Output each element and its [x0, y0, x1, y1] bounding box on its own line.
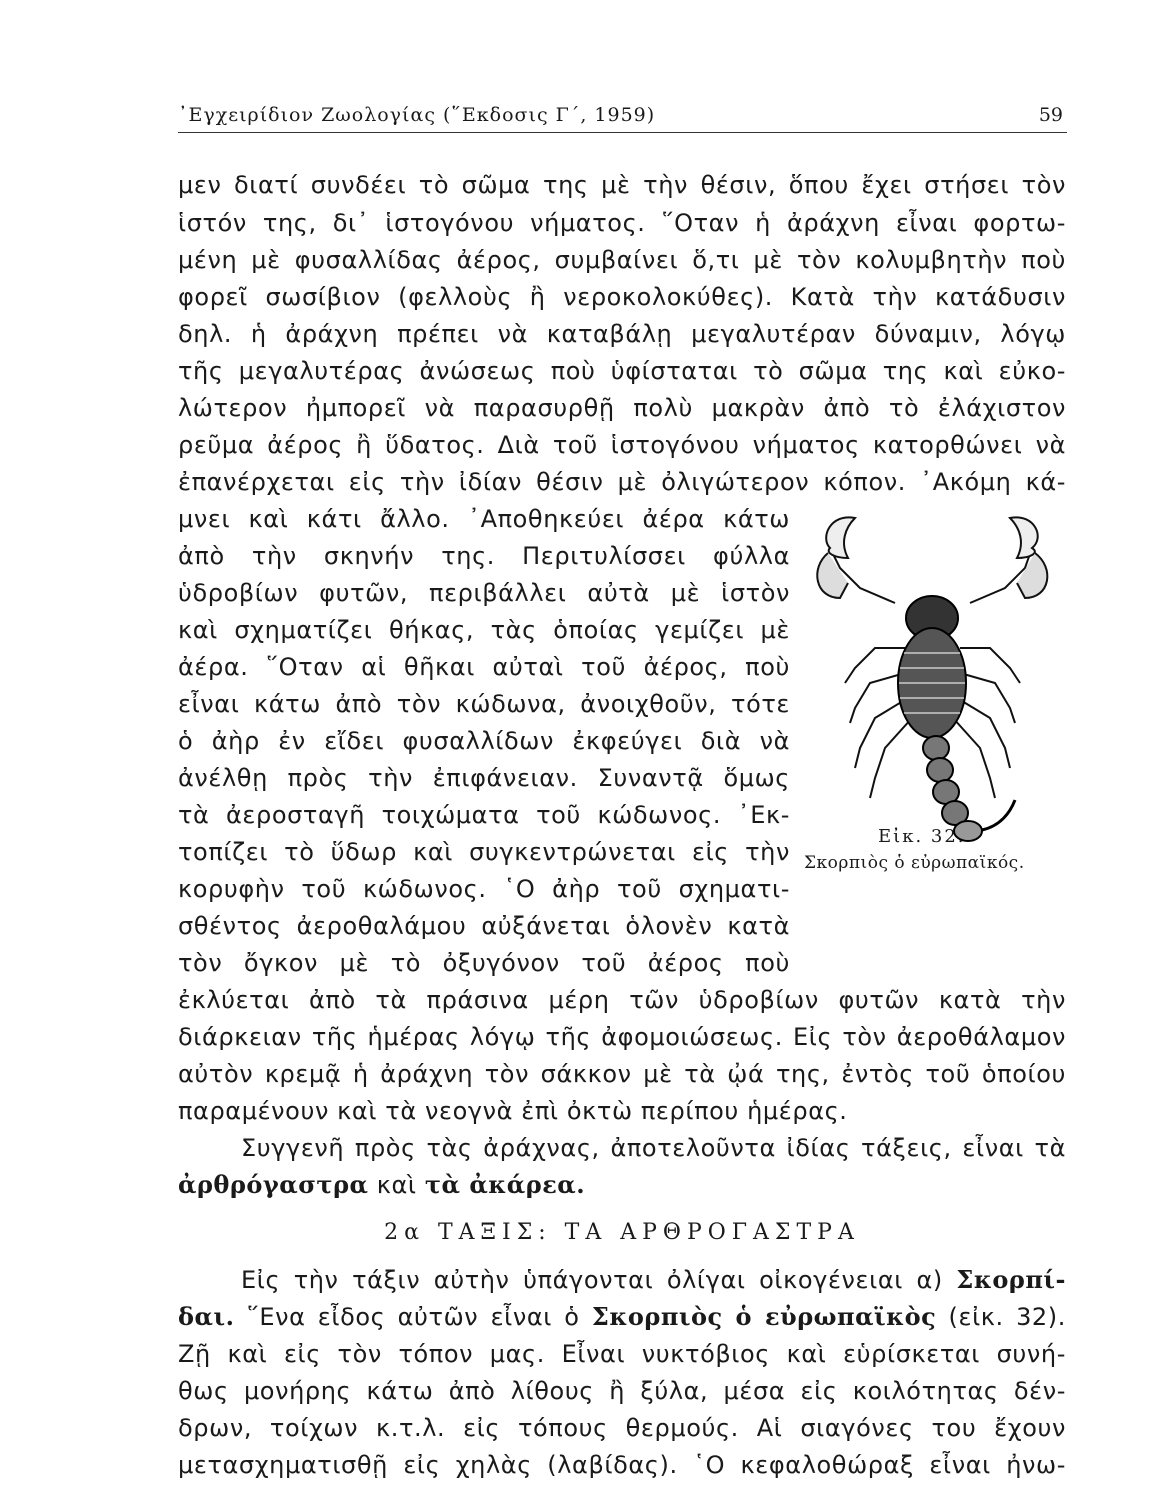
text-line: μετασχηματισθῇ εἰς χηλὰς (λαβίδας). ῾Ο κεφαλοθώραξ εἶναι ἠνω- [178, 1451, 1066, 1479]
bold-term: Σκορπί- [956, 1265, 1066, 1294]
text-line: μένη μὲ φυσαλλίδας ἀέρος, συμβαίνει ὅ,τι μὲ τὸν κολυμβητὴν ποὺ [178, 246, 1066, 274]
text-line: λώτερον ἠμπορεῖ νὰ παρασυρθῇ πολὺ μακρὰν ἀπὸ τὸ ἐλάχιστον [178, 394, 1066, 422]
text-line: τῆς μεγαλυτέρας ἀνώσεως ποὺ ὑφίσταται τὸ σῶμα της καὶ εὐκο- [178, 357, 1066, 385]
text-line: ἀπὸ τὴν σκηνήν της. Περιτυλίσσει φύλλα [178, 542, 790, 570]
text-line: ὁ ἀὴρ ἐν εἴδει φυσαλλίδων ἐκφεύγει διὰ νὰ [178, 727, 790, 755]
text-line: ὑδροβίων φυτῶν, περιβάλλει αὐτὰ μὲ ἱστὸν [178, 579, 790, 607]
text-line: Συγγενῆ πρὸς τὰς ἀράχνας, ἀποτελοῦντα ἰδίας τάξεις, εἶναι τὰ [241, 1134, 1066, 1162]
figure-caption: Σκορπιὸς ὁ εὐρωπαϊκός. [804, 853, 1025, 873]
text-line: σθέντος ἀεροθαλάμου αὐξάνεται ὁλονὲν κατὰ [178, 912, 790, 940]
bold-term: δαι. [178, 1302, 235, 1331]
text-line: κορυφὴν τοῦ κώδωνος. ῾Ο ἀὴρ τοῦ σχηματι- [178, 875, 790, 903]
text-line: δηλ. ἡ ἀράχνη πρέπει νὰ καταβάλῃ μεγαλυτέραν δύναμιν, λόγῳ [178, 320, 1066, 348]
book-title: ᾿Εγχειρίδιον Ζωολογίας (῞Εκδοσις Γ΄, 1959) [178, 104, 656, 126]
text-line: αὐτὸν κρεμᾷ ἡ ἀράχνη τὸν σάκκον μὲ τὰ ᾠά της, ἐντὸς τοῦ ὁποίου [178, 1060, 1066, 1088]
bold-term: ἀρθρόγαστρα [178, 1170, 369, 1199]
text-line: παραμένουν καὶ τὰ νεογνὰ ἐπὶ ὀκτὼ περίπου ἡμέρας. [178, 1097, 848, 1125]
text-line: ρεῦμα ἀέρος ἢ ὕδατος. Διὰ τοῦ ἱστογόνου νήματος κατορθώνει νὰ [178, 431, 1066, 459]
text-line: θως μονήρης κάτω ἀπὸ λίθους ἢ ξύλα, μέσα εἰς κοιλότητας δέν- [178, 1377, 1066, 1405]
figure-label: Εἰκ. 32. [878, 826, 966, 847]
text-line: διάρκειαν τῆς ἡμέρας λόγῳ τῆς ἀφομοιώσεως. Εἰς τὸν ἀεροθάλαμον [178, 1023, 1066, 1051]
text-line: ἀνέλθῃ πρὸς τὴν ἐπιφάνειαν. Συναντᾷ ὅμως [178, 764, 790, 792]
text-line: τὸν ὄγκον μὲ τὸ ὀξυγόνον τοῦ ἀέρος ποὺ [178, 949, 790, 977]
text-line: δαι. ῞Ενα εἶδος αὐτῶν εἶναι ὁ Σκορπιὸς ὁ εὐρωπαϊκὸς (εἰκ. 32). [178, 1302, 1066, 1331]
running-header [178, 98, 1067, 133]
text-line: εἶναι κάτω ἀπὸ τὸν κώδωνα, ἀνοιχθοῦν, τότε [178, 690, 790, 718]
text-line: ἀέρα. ῞Οταν αἱ θῆκαι αὐταὶ τοῦ ἀέρος, ποὺ [178, 653, 790, 681]
text-line: τὰ ἀεροσταγῆ τοιχώματα τοῦ κώδωνος. ᾿Εκ- [178, 801, 790, 829]
text-line: δρων, τοίχων κ.τ.λ. εἰς τόπους θερμούς. Αἱ σιαγόνες του ἔχουν [178, 1414, 1066, 1442]
text-line: ἀρθρόγαστρα καὶ τὰ ἀκάρεα. [178, 1170, 586, 1199]
text-line: ἐκλύεται ἀπὸ τὰ πράσινα μέρη τῶν ὑδροβίων φυτῶν κατὰ τὴν [178, 986, 1066, 1014]
text-line: Ζῇ καὶ εἰς τὸν τόπον μας. Εἶναι νυκτόβιος καὶ εὑρίσκεται συνή- [178, 1340, 1066, 1368]
text-line: μνει καὶ κάτι ἄλλο. ᾿Αποθηκεύει ἀέρα κάτω [178, 505, 790, 533]
section-heading: 2α ΤΑΞΙΣ: ΤΑ ΑΡΘΡΟΓΑΣΤΡΑ [384, 1220, 860, 1245]
bold-term: τὰ ἀκάρεα. [424, 1170, 586, 1199]
text-line: καὶ σχηματίζει θήκας, τὰς ὁποίας γεμίζει μὲ [178, 616, 790, 644]
bold-term: Σκορπιὸς ὁ εὐρωπαϊκὸς [591, 1302, 937, 1331]
text-line: ἐπανέρχεται εἰς τὴν ἰδίαν θέσιν μὲ ὀλιγώτερον κόπον. ᾿Ακόμη κά- [178, 468, 1066, 496]
text-line: μεν διατί συνδέει τὸ σῶμα της μὲ τὴν θέσιν, ὅπου ἔχει στήσει τὸν [178, 171, 1066, 199]
text-line: φορεῖ σωσίβιον (φελλοὺς ἢ νεροκολοκύθες). Κατὰ τὴν κατάδυσιν [178, 283, 1066, 311]
text-line: Εἰς τὴν τάξιν αὐτὴν ὑπάγονται ὀλίγαι οἰκογένειαι α) Σκορπί- [241, 1265, 1066, 1294]
text-line: τοπίζει τὸ ὕδωρ καὶ συγκεντρώνεται εἰς τὴν [178, 838, 790, 866]
page-number: 59 [1038, 104, 1063, 126]
text-line: ἱστόν της, δι᾿ ἱστογόνου νήματος. ῞Οταν ἡ ἀράχνη εἶναι φορτω- [178, 209, 1066, 237]
